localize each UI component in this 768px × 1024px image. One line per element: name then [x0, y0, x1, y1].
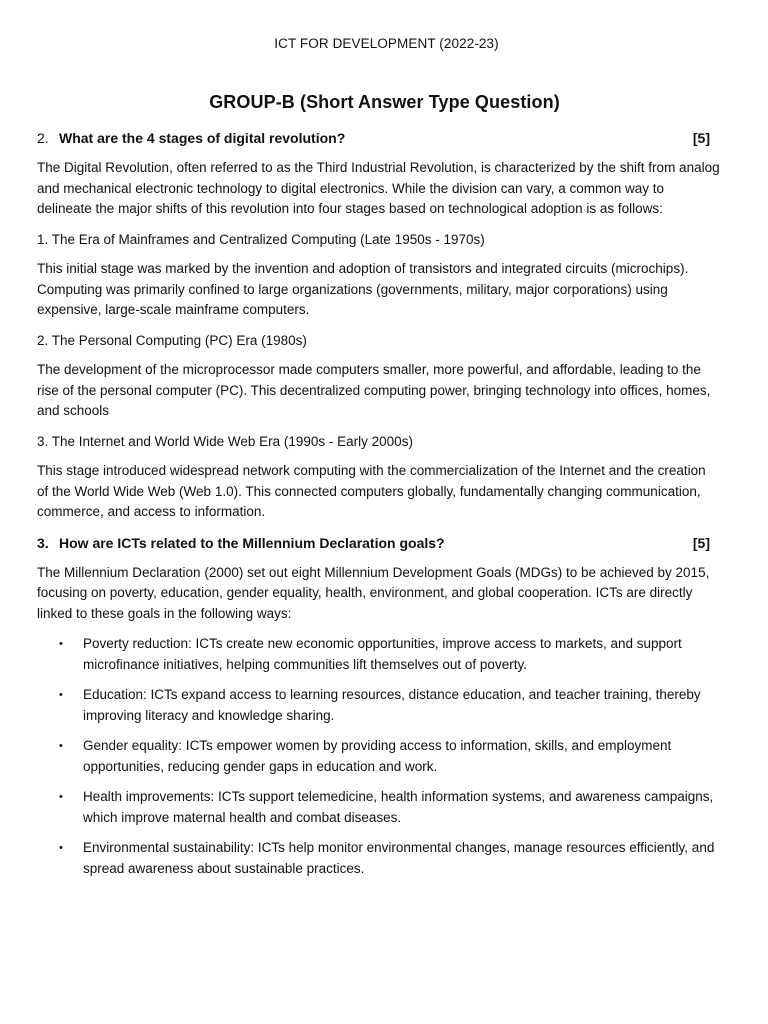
group-title: GROUP-B (Short Answer Type Question)	[209, 92, 560, 112]
question-3-marks: [5]	[692, 534, 710, 551]
question-2-heading	[37, 128, 720, 148]
list-item	[37, 838, 720, 879]
question-2-marks: [5]	[692, 130, 710, 146]
course-header: ICT FOR DEVELOPMENT (2022-23)	[274, 36, 499, 51]
bullet-icon: •	[59, 791, 63, 803]
stage-1-body: This initial stage was marked by the invention and adoption of transistors and integrated circuits (microchips). Computing was primarily confined to large organizations (governments, military, major corporations) using expensive, large-scale mainframe computers.	[37, 261, 689, 317]
stage-2-heading: 2. The Personal Computing (PC) Era (1980s)	[37, 332, 307, 348]
list-item-text: Health improvements: ICTs support telemedicine, health information systems, and awareness campaigns, which improve maternal health and combat diseases.	[83, 789, 714, 825]
stage-1-heading: 1. The Era of Mainframes and Centralized Computing (Late 1950s - 1970s)	[37, 231, 485, 247]
stage-2-body: The development of the microprocessor made computers smaller, more powerful, and affordable, leading to the rise of the personal computer (PC). This decentralized computing power, bringing technology into offices, homes, and schools	[37, 362, 711, 418]
list-item	[37, 736, 720, 777]
bullet-icon: •	[59, 842, 63, 854]
question-3-text: How are ICTs related to the Millennium Declaration goals?	[59, 534, 445, 551]
question-2-text: What are the 4 stages of digital revolution?	[59, 130, 346, 146]
question-3-heading	[37, 533, 720, 553]
bullet-icon: •	[59, 638, 63, 650]
list-item	[37, 634, 720, 675]
list-item-text: Poverty reduction: ICTs create new economic opportunities, improve access to markets, and support microfinance initiatives, helping communities lift themselves out of poverty.	[83, 636, 682, 672]
list-item-text: Education: ICTs expand access to learning resources, distance education, and teacher training, thereby improving literacy and knowledge sharing.	[83, 687, 701, 723]
bullet-icon: •	[59, 740, 63, 752]
question-2-number: 2.	[37, 130, 49, 146]
question-3-number: 3.	[37, 534, 49, 551]
question-3-intro: The Millennium Declaration (2000) set out eight Millennium Development Goals (MDGs) to be achieved by 2015, focusing on poverty, education, gender equality, health, environment, and global cooperation. ICTs are directly linked to these goals in the following ways:	[37, 564, 710, 621]
stage-3-body: This stage introduced widespread network computing with the commercialization of the Internet and the creation of the World Wide Web (Web 1.0). This connected computers globally, fundamentally changing communication, commerce, and access to information.	[37, 463, 706, 519]
question-2-intro: The Digital Revolution, often referred to as the Third Industrial Revolution, is characterized by the shift from analog and mechanical electronic technology to digital electronics. While the division can vary, a common way to delineate the major shifts of this revolution into four stages based on technological adoption is as follows:	[37, 160, 720, 216]
list-item-text: Environmental sustainability: ICTs help monitor environmental changes, manage resources efficiently, and spread awareness about sustainable practices.	[83, 840, 715, 876]
list-item	[37, 685, 720, 726]
stage-3-heading: 3. The Internet and World Wide Web Era (1990s - Early 2000s)	[37, 433, 413, 449]
mdg-goal-list	[37, 634, 720, 879]
list-item	[37, 787, 720, 828]
bullet-icon: •	[59, 689, 63, 701]
list-item-text: Gender equality: ICTs empower women by providing access to information, skills, and employment opportunities, reducing gender gaps in education and work.	[83, 738, 672, 774]
